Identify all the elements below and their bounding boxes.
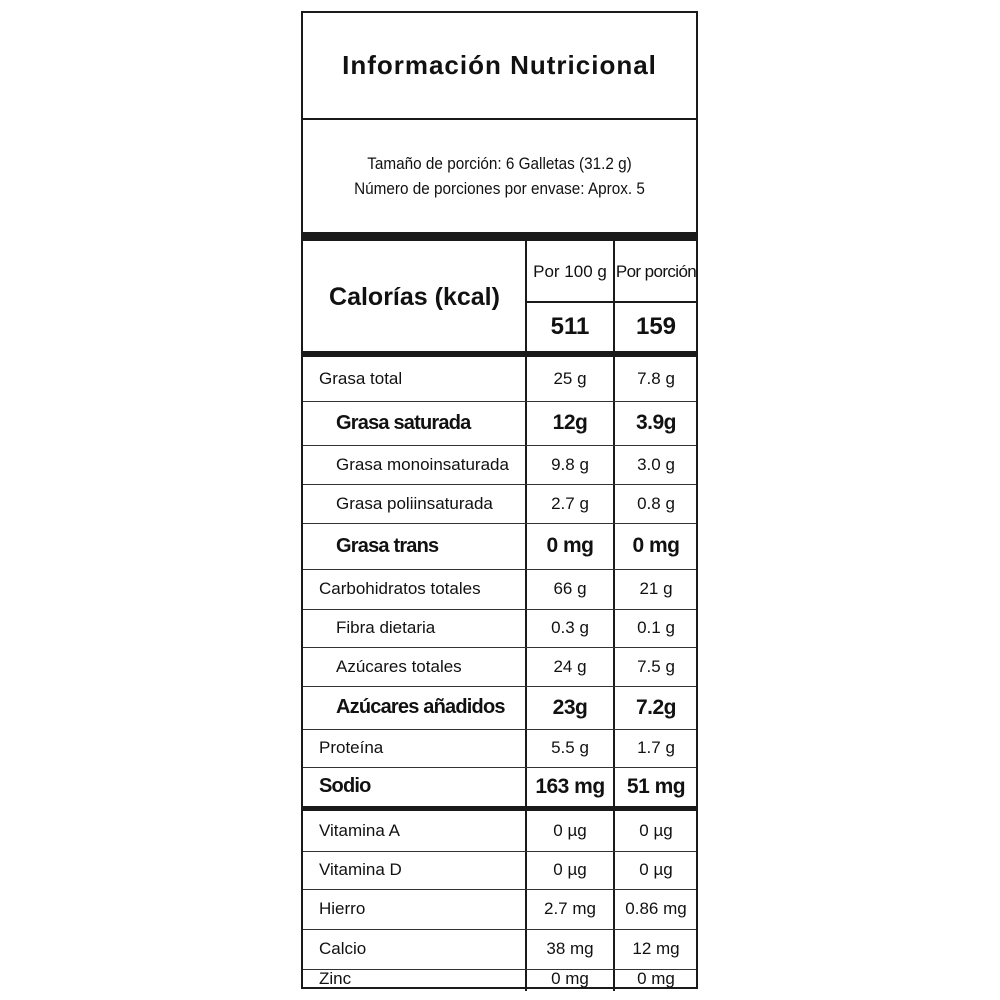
- nutrient-name: Grasa monoinsaturada: [336, 454, 509, 474]
- calories-per-portion: 159: [635, 313, 677, 340]
- nutrient-name: Proteína: [319, 738, 384, 757]
- nutrient-value-per-100g: 24 g: [553, 656, 587, 676]
- serving-size: Tamaño de porción: 6 Galletas (31.2 g): [367, 154, 632, 173]
- column-header-per-100g: Por 100 g: [533, 261, 607, 281]
- nutrient-name: Azúcares añadidos: [336, 696, 505, 718]
- nutrient-value-per-100g: 2.7 g: [551, 493, 589, 513]
- nutrition-facts-label: [301, 11, 698, 989]
- nutrient-name: Azúcares totales: [336, 656, 462, 676]
- nutrient-value-per-portion: 0.1 g: [637, 618, 675, 637]
- nutrient-value-per-portion: 0.8 g: [637, 493, 675, 513]
- micronutrient-value-per-portion: 0 µg: [639, 821, 673, 840]
- nutrient-value-per-portion: 7.8 g: [637, 369, 675, 388]
- nutrient-value-per-portion: 3.9g: [635, 411, 677, 434]
- nutrient-name: Sodio: [319, 775, 371, 797]
- nutrient-value-per-100g: 0.3 g: [551, 618, 589, 637]
- micronutrient-value-per-portion: 0 µg: [639, 860, 673, 879]
- micronutrient-name: Calcio: [319, 939, 367, 958]
- nutrient-value-per-100g: 23g: [552, 695, 588, 719]
- nutrient-value-per-portion: 1.7 g: [637, 738, 675, 757]
- title-divider: [303, 118, 696, 120]
- nutrient-name: Grasa saturada: [336, 411, 471, 434]
- column-header-per-portion: Por porción: [615, 261, 697, 281]
- nutrient-value-per-portion: 3.0 g: [637, 454, 675, 474]
- micronutrient-value-per-100g: 2.7 mg: [544, 899, 596, 918]
- calories-per-100g: 511: [550, 313, 590, 340]
- micronutrient-value-per-100g: 0 µg: [553, 821, 587, 840]
- nutrient-name: Fibra dietaria: [336, 618, 436, 637]
- micronutrient-value-per-portion: 0 mg: [637, 969, 675, 988]
- nutrient-value-per-100g: 5.5 g: [551, 738, 589, 757]
- nutrient-value-per-portion: 21 g: [639, 579, 673, 598]
- nutrient-name: Grasa poliinsaturada: [336, 493, 493, 513]
- nutrient-value-per-100g: 0 mg: [546, 534, 594, 557]
- micronutrient-value-per-100g: 0 µg: [553, 860, 587, 879]
- micronutrient-name: Zinc: [319, 969, 352, 988]
- nutrient-value-per-100g: 66 g: [553, 579, 587, 598]
- micronutrient-name: Vitamina A: [319, 821, 400, 840]
- nutrient-value-per-100g: 9.8 g: [551, 454, 589, 474]
- micronutrient-value-per-100g: 38 mg: [546, 939, 594, 958]
- thick-divider-top: [303, 232, 696, 241]
- label-title: Información Nutricional: [342, 50, 657, 80]
- micronutrient-value-per-portion: 0.86 mg: [625, 899, 687, 918]
- nutrient-value-per-portion: 51 mg: [626, 774, 686, 798]
- micronutrient-value-per-portion: 12 mg: [632, 939, 680, 958]
- nutrient-value-per-100g: 12g: [552, 411, 588, 434]
- micronutrient-name: Vitamina D: [319, 860, 402, 879]
- nutrient-value-per-100g: 163 mg: [535, 774, 605, 798]
- serving-info: [323, 121, 677, 231]
- nutrient-name: Grasa total: [319, 369, 403, 388]
- nutrient-value-per-portion: 7.5 g: [637, 656, 675, 676]
- nutrient-name: Carbohidratos totales: [319, 579, 481, 598]
- micronutrient-value-per-100g: 0 mg: [551, 969, 589, 988]
- nutrient-value-per-portion: 7.2g: [635, 695, 677, 719]
- nutrient-value-per-100g: 25 g: [553, 369, 587, 388]
- nutrient-name: Grasa trans: [336, 534, 439, 557]
- servings-per-container: Número de porciones por envase: Aprox. 5: [354, 179, 645, 198]
- calories-label: Calorías (kcal): [329, 282, 500, 311]
- nutrient-value-per-portion: 0 mg: [632, 534, 680, 557]
- micronutrient-name: Hierro: [319, 899, 366, 918]
